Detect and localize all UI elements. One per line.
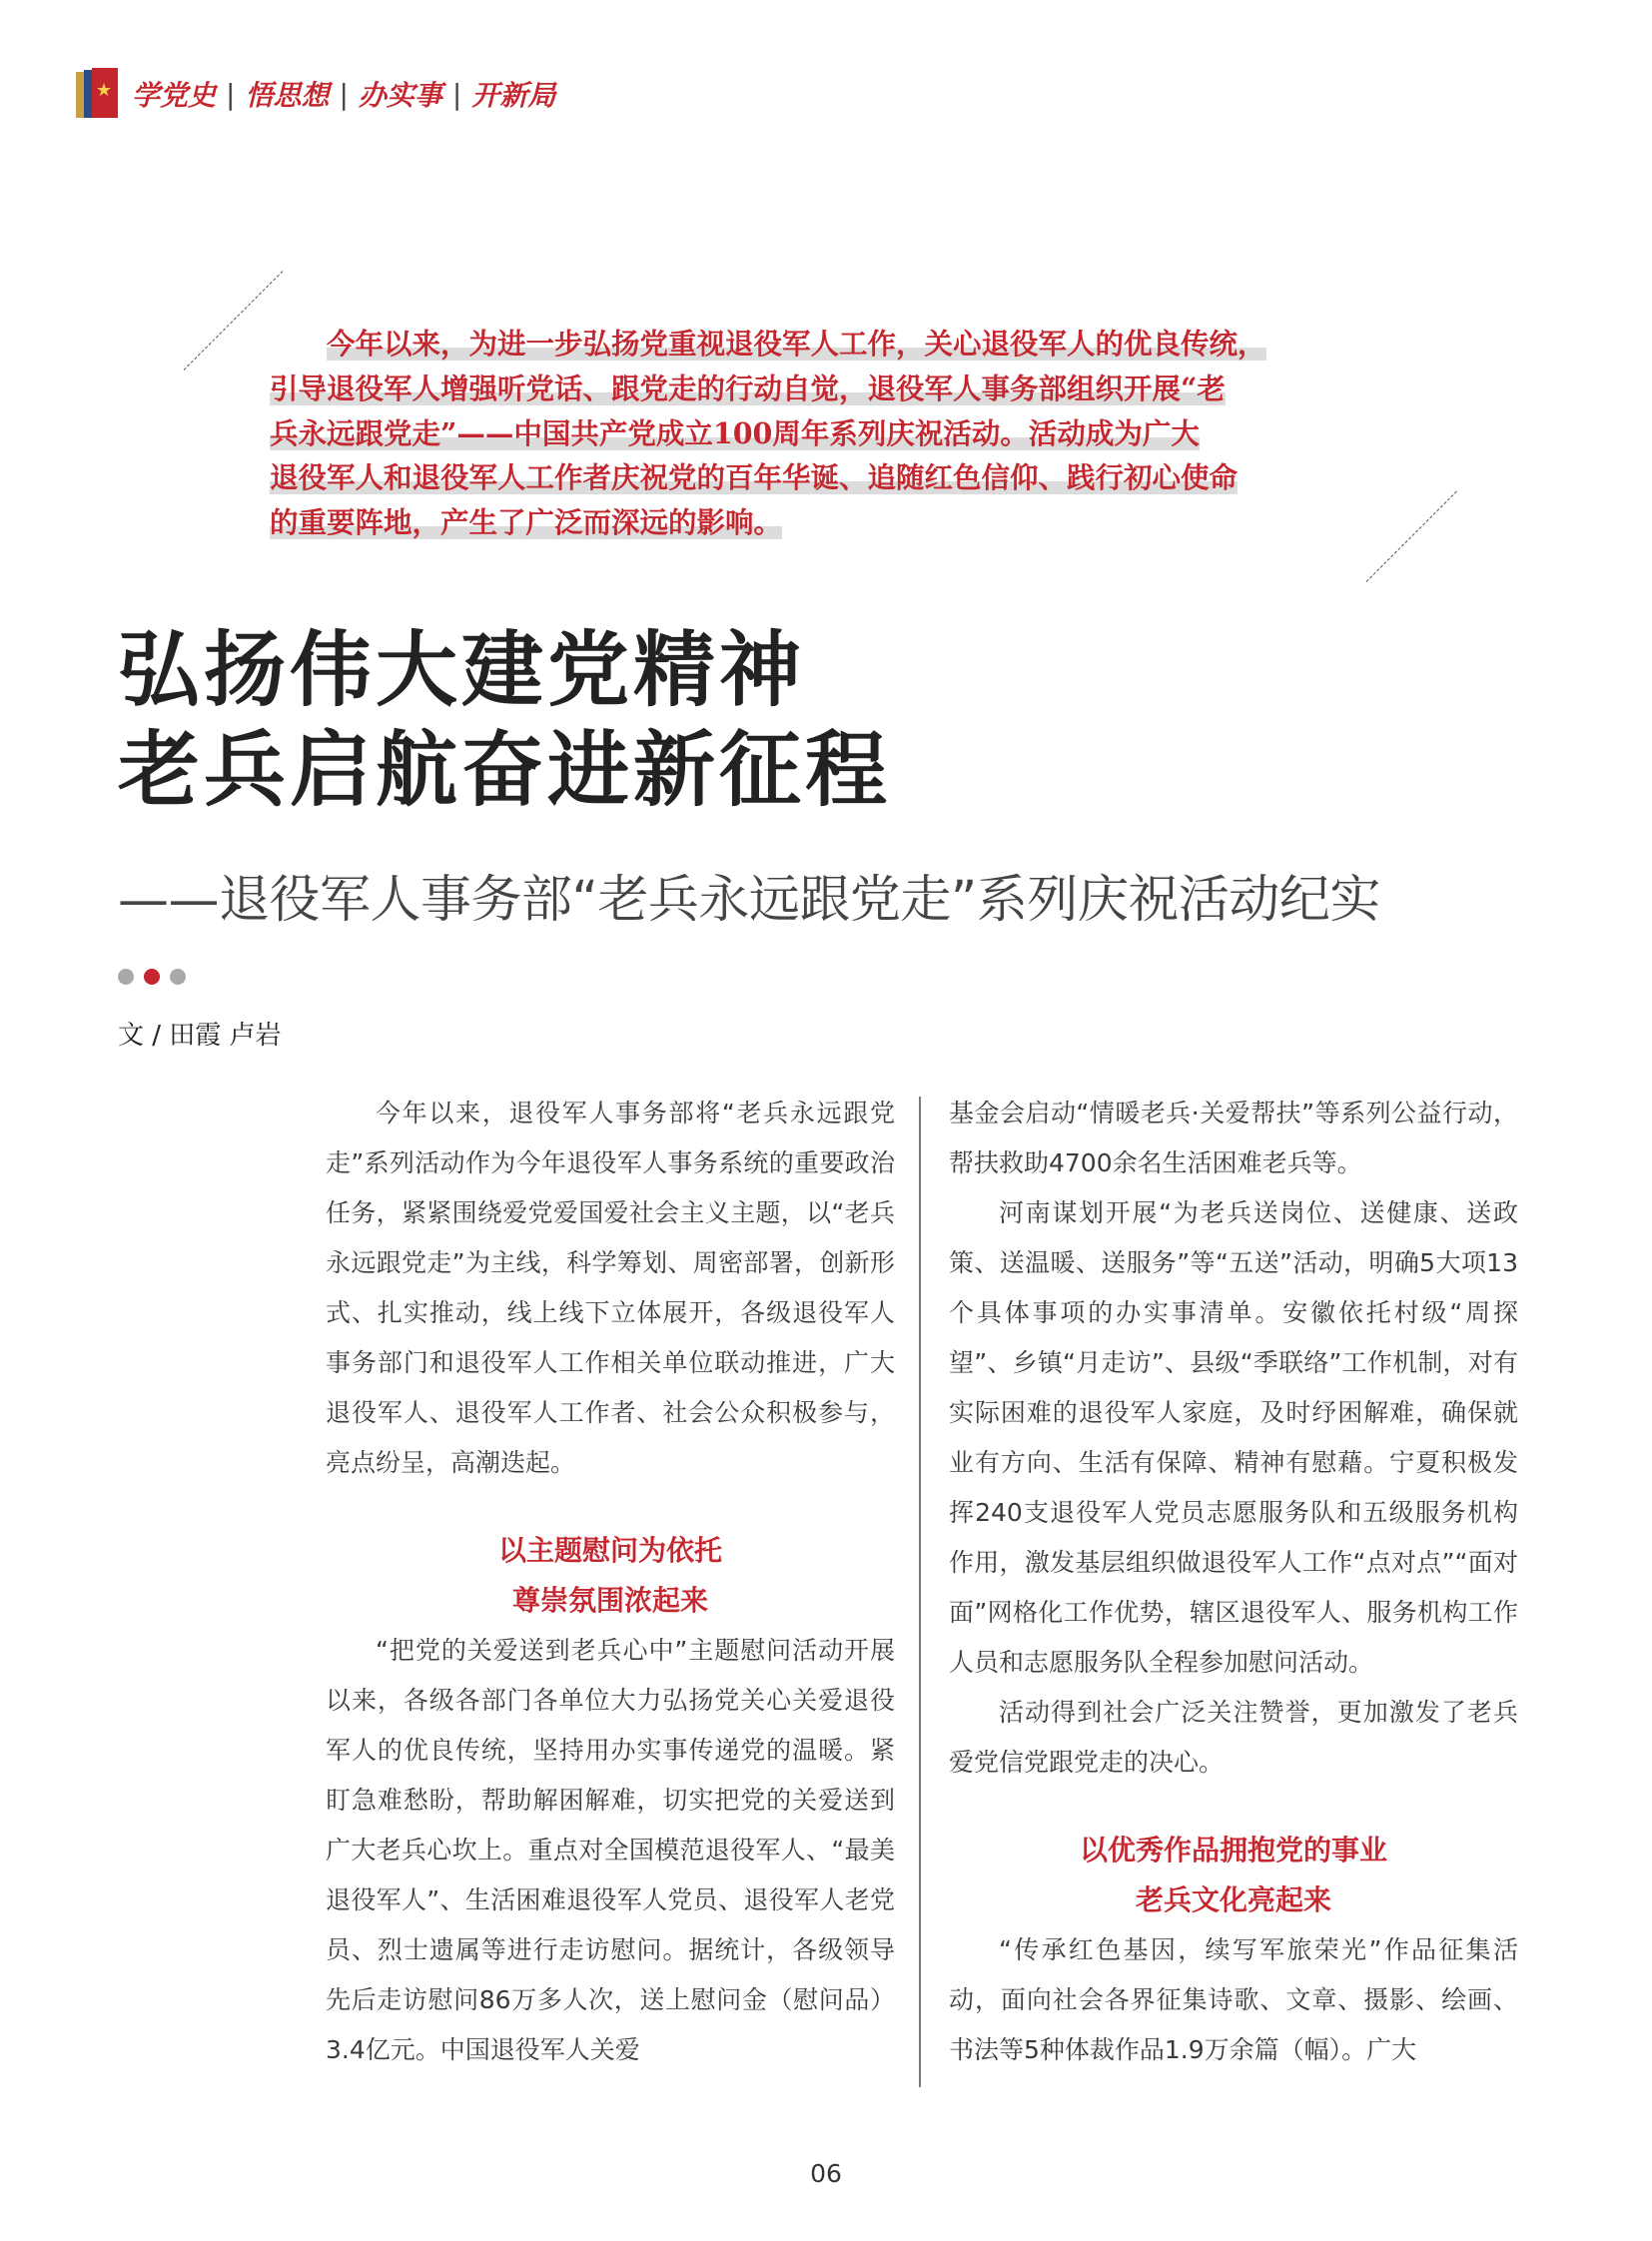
paragraph: 活动得到社会广泛关注赞誉，更加激发了老兵爱党信党跟党走的决心。 xyxy=(949,1698,1518,1777)
paragraph: “把党的关爱送到老兵心中”主题慰问活动开展以来，各级各部门各单位大力弘扬党关心关爱退役军人的优良传统，坚持用办实事传递党的温暖。紧盯急难愁盼，帮助解困解难，切实把党的关爱送到广大老兵心坎上。重点对全国模范退役军人、“最美退役军人”、生活困难退役军人党员、退役军人老党员、烈士遗属等进行走访慰问。据统计，各级领导先后走访慰问86万多人次，送上慰问金（慰问品）3.4亿元。中国退役军人关爱 xyxy=(326,1636,895,2064)
article-title xyxy=(118,621,891,821)
slogan-item: 办实事 xyxy=(358,79,442,112)
intro-line: 兵永远跟党走”——中国共产党成立100周年系列庆祝活动。活动成为广大 xyxy=(270,415,1200,450)
header xyxy=(76,66,555,122)
section-heading: 老兵文化亮起来 xyxy=(1135,1883,1331,1916)
slogan-item: 悟思想 xyxy=(245,79,330,112)
slogan-item: 学党史 xyxy=(132,79,217,112)
dot xyxy=(170,969,186,985)
title-line: 老兵启航奋进新征程 xyxy=(118,723,892,818)
page-number: 06 xyxy=(810,2159,842,2188)
section-heading: 以主题慰问为依托 xyxy=(497,1534,722,1567)
intro-line: 的重要阵地，产生了广泛而深远的影响。 xyxy=(270,505,783,540)
right-column xyxy=(949,1089,1518,2075)
paragraph: 基金会启动“情暖老兵·关爱帮扶”等系列公益行动，帮扶救助4700余名生活困难老兵等。 xyxy=(949,1099,1518,1177)
book-logo-icon: ★ xyxy=(76,68,120,120)
title-line: 弘扬伟大建党精神 xyxy=(118,623,806,718)
left-column xyxy=(326,1089,895,2075)
section-heading: 以优秀作品拥抱党的事业 xyxy=(1079,1834,1387,1867)
intro-line: 退役军人和退役军人工作者庆祝党的百年华诞、追随红色信仰、践行初心使命 xyxy=(270,460,1239,495)
paragraph: 今年以来，退役军人事务部将“老兵永远跟党走”系列活动作为今年退役军人事务系统的重要政治任务，紧紧围绕爱党爱国爱社会主义主题，以“老兵永远跟党走”为主线，科学筹划、周密部署，创新形式、扎实推动，线上线下立体展开，各级退役军人事务部门和退役军人工作相关单位联动推进，广大退役军人、退役军人工作者、社会公众积极参与，亮点纷呈，高潮迭起。 xyxy=(326,1099,895,1477)
decorative-diagonal-line xyxy=(184,271,284,371)
intro-line: 引导退役军人增强听党话、跟党走的行动自觉，退役军人事务部组织开展“老 xyxy=(270,371,1226,405)
dot xyxy=(118,969,134,985)
dot xyxy=(144,969,160,985)
slogan-separator: | xyxy=(451,77,462,111)
slogan xyxy=(132,74,555,114)
intro-paragraph xyxy=(270,322,1376,545)
section-heading: 尊崇氛围浓起来 xyxy=(511,1584,708,1617)
slogan-separator: | xyxy=(226,77,236,111)
byline: 文 / 田霞 卢岩 xyxy=(118,1021,282,1051)
decorative-diagonal-line xyxy=(1366,491,1457,582)
article-subtitle: ——退役军人事务部“老兵永远跟党走”系列庆祝活动纪实 xyxy=(118,871,1380,930)
slogan-separator: | xyxy=(339,77,349,111)
paragraph: “传承红色基因，续写军旅荣光”作品征集活动，面向社会各界征集诗歌、文章、摄影、绘画、书法等5种体裁作品1.9万余篇（幅）。广大 xyxy=(949,1935,1518,2064)
slogan-item: 开新局 xyxy=(471,79,556,112)
paragraph: 河南谋划开展“为老兵送岗位、送健康、送政策、送温暖、送服务”等“五送”活动，明确5大项13个具体事项的办实事清单。安徽依托村级“周探望”、乡镇“月走访”、县级“季联络”工作机制，对有实际困难的退役军人家庭，及时纾困解难，确保就业有方向、生活有保障、精神有慰藉。宁夏积极发挥240支退役军人党员志愿服务队和五级服务机构作用，激发基层组织做退役军人工作“点对点”“面对面”网格化工作优势，辖区退役军人、服务机构工作人员和志愿服务队全程参加慰问活动。 xyxy=(949,1198,1518,1677)
decorative-dots xyxy=(118,969,186,985)
column-divider xyxy=(919,1097,921,2087)
intro-line: 今年以来，为进一步弘扬党重视退役军人工作，关心退役军人的优良传统， xyxy=(327,327,1266,361)
